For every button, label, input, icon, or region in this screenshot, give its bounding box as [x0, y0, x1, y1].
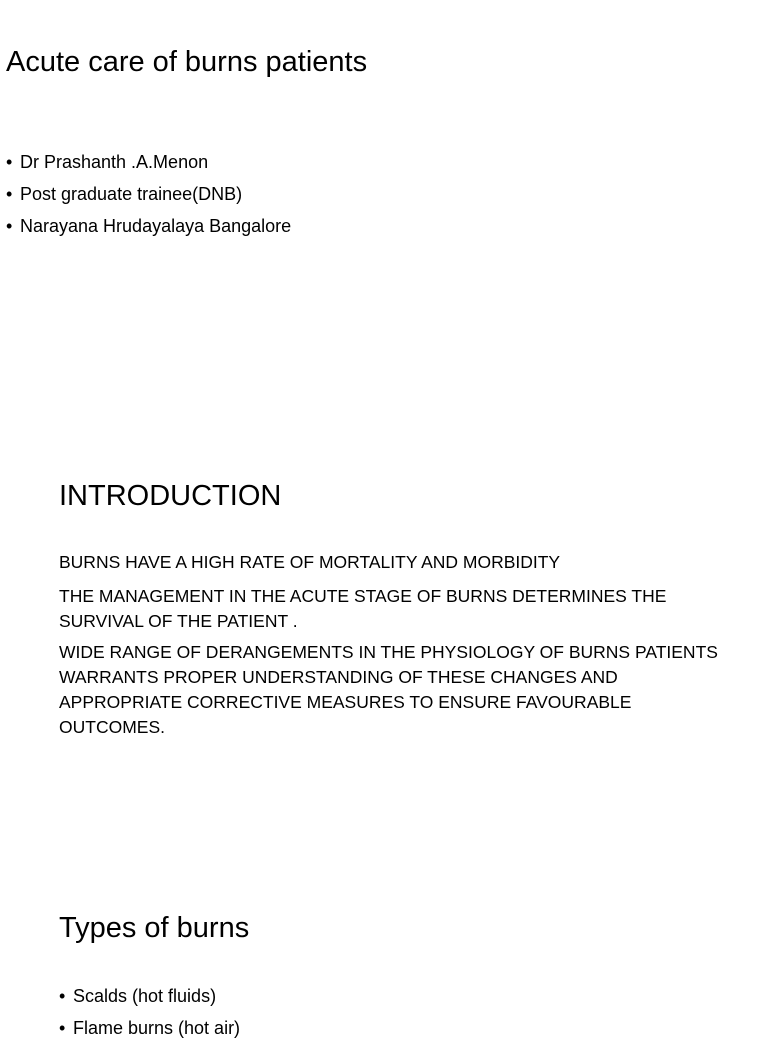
- bullet-icon: •: [6, 184, 13, 204]
- list-item-text: Flame burns (hot air): [73, 1018, 241, 1038]
- slide-title: Types of burns: [59, 912, 250, 944]
- list-item-text: Scalds (hot fluids): [73, 986, 217, 1006]
- slide-title-page: [0, 0, 768, 420]
- paragraph: THE MANAGEMENT IN THE ACUTE STAGE OF BURNS DETERMINES THE SURVIVAL OF THE PATIENT .: [59, 586, 667, 631]
- list-item: [59, 984, 659, 1008]
- paragraph: BURNS HAVE A HIGH RATE OF MORTALITY AND MORBIDITY: [59, 552, 561, 572]
- bullet-icon: •: [6, 152, 13, 172]
- slide-introduction: [0, 440, 768, 860]
- bullet-icon: •: [6, 216, 13, 236]
- list-item-text: Dr Prashanth .A.Menon: [20, 152, 209, 172]
- paragraph: WIDE RANGE OF DERANGEMENTS IN THE PHYSIOLOGY OF BURNS PATIENTS WARRANTS PROPER UNDERSTANDING OF THESE CHANGES AND APPROPRIATE CORRECTIVE MEASURES TO ENSURE FAVOURABLE OUTCOMES.: [59, 642, 718, 737]
- list-item: [59, 1016, 659, 1040]
- bullet-icon: •: [59, 986, 66, 1006]
- list-item-text: Narayana Hrudayalaya Bangalore: [20, 216, 292, 236]
- slide-title: Acute care of burns patients: [6, 46, 368, 78]
- slide-title: INTRODUCTION: [59, 480, 282, 512]
- slide-types-of-burns: [0, 880, 768, 1038]
- list-item: [6, 214, 296, 238]
- list-item-text: Post graduate trainee(DNB): [20, 184, 243, 204]
- list-item: [6, 182, 296, 206]
- burn-types-list: [59, 984, 659, 1048]
- bullet-icon: •: [59, 1018, 66, 1038]
- list-item: [6, 150, 296, 174]
- author-list: [6, 150, 296, 246]
